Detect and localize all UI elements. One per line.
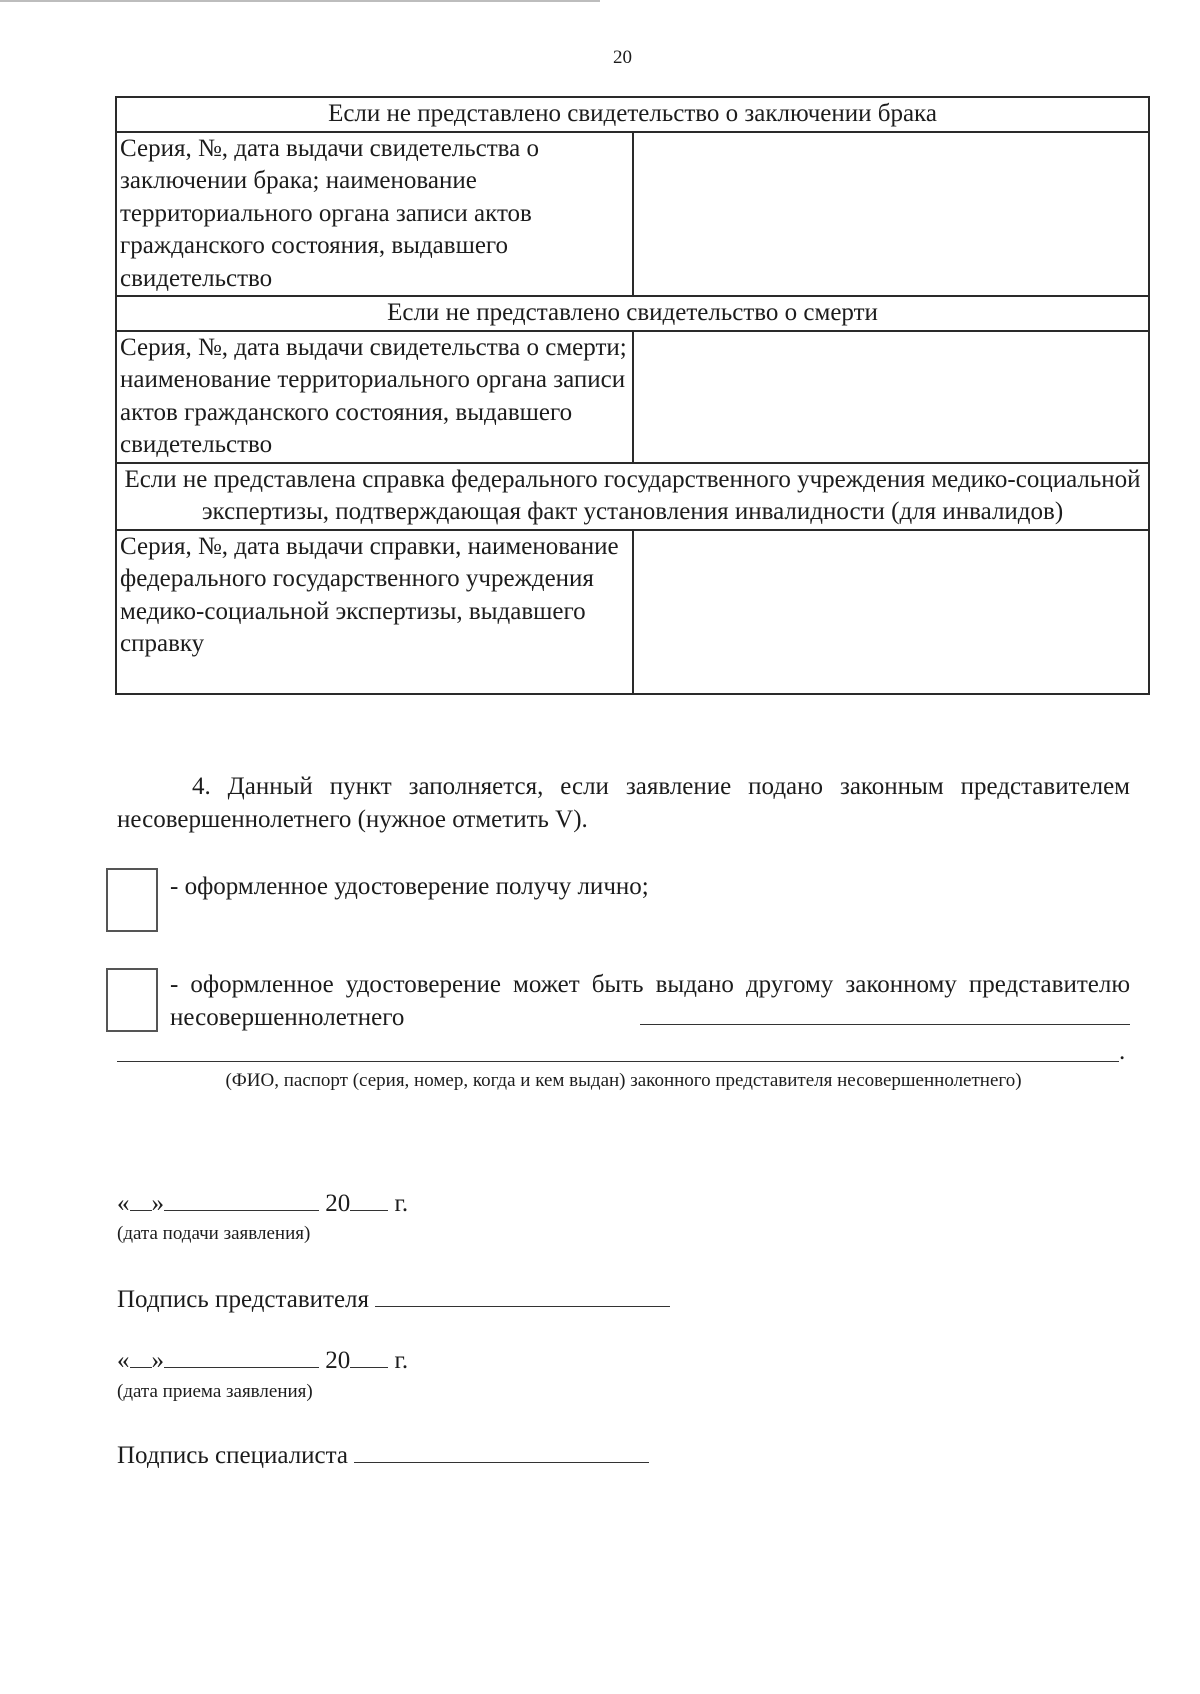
year-suffix: г. bbox=[394, 1190, 409, 1217]
representative-signature-line[interactable] bbox=[375, 1284, 670, 1307]
open-quote: « bbox=[117, 1347, 130, 1374]
submission-date-caption: (дата подачи заявления) bbox=[117, 1223, 311, 1244]
representative-name-line[interactable] bbox=[640, 1002, 1130, 1025]
close-quote: » bbox=[151, 1190, 164, 1217]
field-value-disability[interactable] bbox=[633, 530, 1150, 694]
checkbox-issue-to-other-rep[interactable] bbox=[106, 968, 158, 1032]
representative-details-line[interactable] bbox=[117, 1060, 1119, 1062]
year-prefix: 20 bbox=[325, 1190, 351, 1217]
representative-caption: (ФИО, паспорт (серия, номер, когда и кем выдан) законного представителя несовершеннолетнего) bbox=[225, 1070, 1022, 1091]
paragraph-4-text: 4. Данный пункт заполняется, если заявление подано законным представителем несовершеннолетнего (нужное отметить V). bbox=[117, 773, 1130, 833]
section-heading-row bbox=[116, 296, 1149, 331]
checkbox-receive-personally[interactable] bbox=[106, 868, 158, 932]
specialist-signature-label: Подпись специалиста bbox=[117, 1442, 348, 1469]
info-table bbox=[115, 96, 1150, 695]
top-rule bbox=[0, 0, 600, 2]
acceptance-date-caption: (дата приема заявления) bbox=[117, 1381, 313, 1402]
field-row bbox=[116, 331, 1149, 463]
section-heading-row bbox=[116, 463, 1149, 530]
field-value-marriage[interactable] bbox=[633, 132, 1150, 297]
paragraph-4 bbox=[117, 770, 1130, 836]
specialist-signature bbox=[117, 1440, 649, 1471]
section-heading-row bbox=[116, 97, 1149, 132]
option-receive-personally: - оформленное удостоверение получу лично; bbox=[170, 873, 649, 900]
field-label-marriage: Серия, №, дата выдачи свидетельства о заключении брака; наименование территориального органа записи актов гражданского состояния, выдавшего свидетельство bbox=[116, 132, 633, 297]
section-heading-disability: Если не представлена справка федерального государственного учреждения медико-социальной экспертизы, подтверждающая факт установления инвалидности (для инвалидов) bbox=[116, 463, 1149, 530]
page-number: 20 bbox=[613, 47, 632, 68]
section-heading-marriage: Если не представлено свидетельство о заключении брака bbox=[116, 97, 1149, 132]
option-issue-to-other-rep-text: - оформленное удостоверение может быть выдано другому законному представителю несовершеннолетнего bbox=[170, 971, 1130, 1031]
field-value-death[interactable] bbox=[633, 331, 1150, 463]
representative-signature bbox=[117, 1284, 670, 1315]
open-quote: « bbox=[117, 1190, 130, 1217]
year-suffix: г. bbox=[394, 1347, 409, 1374]
year-prefix: 20 bbox=[325, 1347, 351, 1374]
specialist-signature-line[interactable] bbox=[354, 1440, 649, 1463]
submission-date bbox=[117, 1188, 408, 1219]
section-heading-death: Если не представлено свидетельство о смерти bbox=[116, 296, 1149, 331]
year-blank[interactable] bbox=[350, 1345, 388, 1368]
field-row bbox=[116, 530, 1149, 694]
field-label-disability: Серия, №, дата выдачи справки, наименование федерального государственного учреждения медико-социальной экспертизы, выдавшего справку bbox=[116, 530, 633, 694]
acceptance-date bbox=[117, 1345, 408, 1376]
year-blank[interactable] bbox=[350, 1188, 388, 1211]
marriage-certificate-input[interactable] bbox=[634, 143, 1149, 160]
line-end-dot: . bbox=[1119, 1038, 1126, 1065]
close-quote: » bbox=[151, 1347, 164, 1374]
option-issue-to-other-rep bbox=[170, 968, 1130, 1034]
field-row bbox=[116, 132, 1149, 297]
disability-certificate-input[interactable] bbox=[634, 541, 1149, 558]
day-blank[interactable] bbox=[130, 1345, 152, 1368]
death-certificate-input[interactable] bbox=[634, 342, 1149, 359]
month-blank[interactable] bbox=[164, 1188, 319, 1211]
month-blank[interactable] bbox=[164, 1345, 319, 1368]
day-blank[interactable] bbox=[130, 1188, 152, 1211]
representative-signature-label: Подпись представителя bbox=[117, 1286, 370, 1313]
field-label-death: Серия, №, дата выдачи свидетельства о смерти; наименование территориального органа записи актов гражданского состояния, выдавшего свидетельство bbox=[116, 331, 633, 463]
